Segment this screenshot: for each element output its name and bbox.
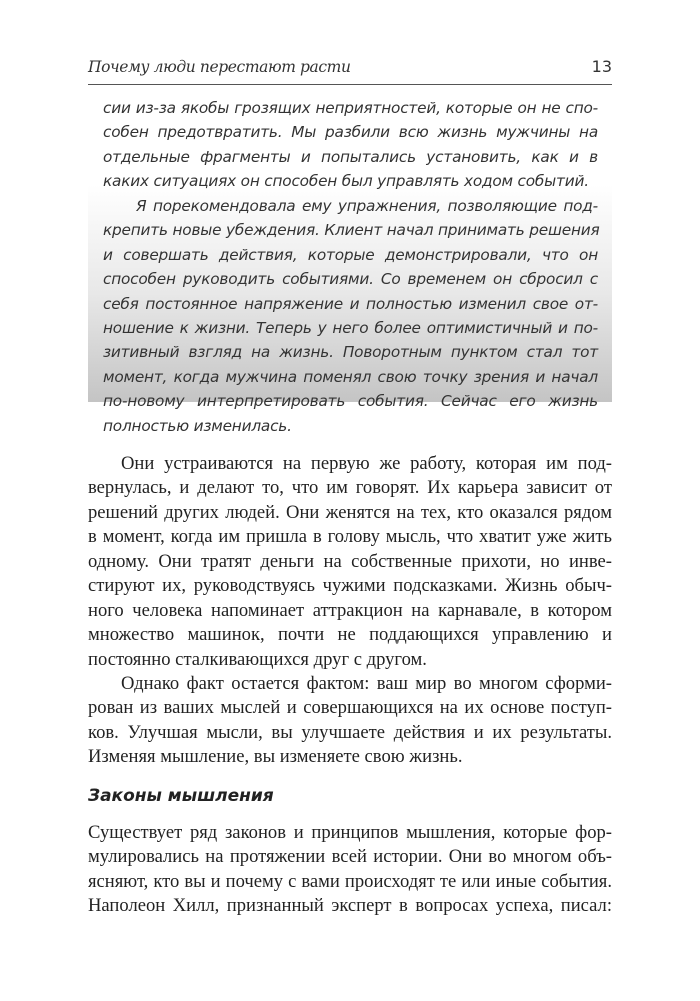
box-line: собен предотвратить. Мы разбили всю жизнь мужчины на (103, 123, 598, 142)
box-line: сии из-за якобы грозящих неприятностей, которые он не спо- (103, 99, 598, 117)
box-line: способен руководить событиями. Со временем он сбросил с (103, 270, 598, 289)
box-line: полностью изменилась. (103, 416, 292, 435)
box-line: каких ситуациях он способен был управлять ходом событий. (103, 172, 589, 191)
text-line: одному. Они тратят деньги на собственные прихоти, но инве- (88, 550, 612, 572)
text-line: ясняют, кто вы и почему с вами происходят те или иные события. (88, 870, 612, 892)
text-line: стируют их, руководствуясь чужими подсказками. Жизнь обыч- (88, 575, 612, 597)
text-line: ков. Улучшая мысли, вы улучшаете действия и их результаты. (88, 721, 612, 743)
box-line: и совершать действия, которые демонстрировали, что он (103, 245, 598, 264)
text-line: Однако факт остается фактом: ваш мир во многом сформи- (121, 672, 612, 694)
running-title: Почему люди перестают расти (88, 58, 351, 76)
text-line: Они устраиваются на первую же работу, которая им под- (121, 453, 612, 474)
text-line: постоянно сталкивающихся друг с другом. (88, 648, 427, 670)
text-line: вернулась, и делают то, что им говорят. Их карьера зависит от (88, 477, 612, 499)
text-line: Существует ряд законов и принципов мышления, которые фор- (88, 822, 612, 843)
box-line: отдельные фрагменты и попытались установить, как и в (103, 147, 598, 166)
box-line: по-новому интерпретировать события. Сейчас его жизнь (103, 392, 598, 411)
section-paragraph (88, 821, 612, 919)
box-line: зитивный взгляд на жизнь. Поворотным пунктом стал тот (103, 343, 598, 362)
text-line: ного человека напоминает аттракцион на карнавале, в котором (88, 599, 612, 621)
box-line: ношение к жизни. Теперь у него более оптимистичный и по- (103, 318, 598, 337)
section-heading: Законы мышления (88, 786, 274, 806)
text-line: мулировались на протяжении всей истории. Они во многом объ- (88, 846, 612, 868)
box-line: крепить новые убеждения. Клиент начал принимать решения (103, 221, 600, 240)
paragraph-1 (88, 452, 612, 770)
text-line: Изменяя мышление, вы изменяете свою жизнь. (88, 746, 463, 768)
text-line: множество машинок, почти не поддающихся управлению и (88, 624, 612, 646)
box-line: момент, когда мужчина поменял свою точку зрения и начал (103, 367, 598, 386)
text-line: рован из ваших мыслей и совершающихся на их основе поступ- (88, 697, 612, 719)
page-number: 13 (591, 57, 612, 76)
running-header (88, 56, 612, 85)
case-study-text (103, 96, 598, 438)
box-line: Я порекомендовала ему упражнения, позволяющие под- (136, 196, 598, 215)
text-line: решений других людей. Они женятся на тех, кто оказался рядом (88, 501, 612, 523)
text-line: Наполеон Хилл, признанный эксперт в вопросах успеха, писал: (88, 895, 612, 917)
text-line: в момент, когда им пришла в голову мысль, что хватит уже жить (88, 526, 612, 548)
box-line: себя постоянное напряжение и полностью изменил свое от- (103, 294, 598, 313)
